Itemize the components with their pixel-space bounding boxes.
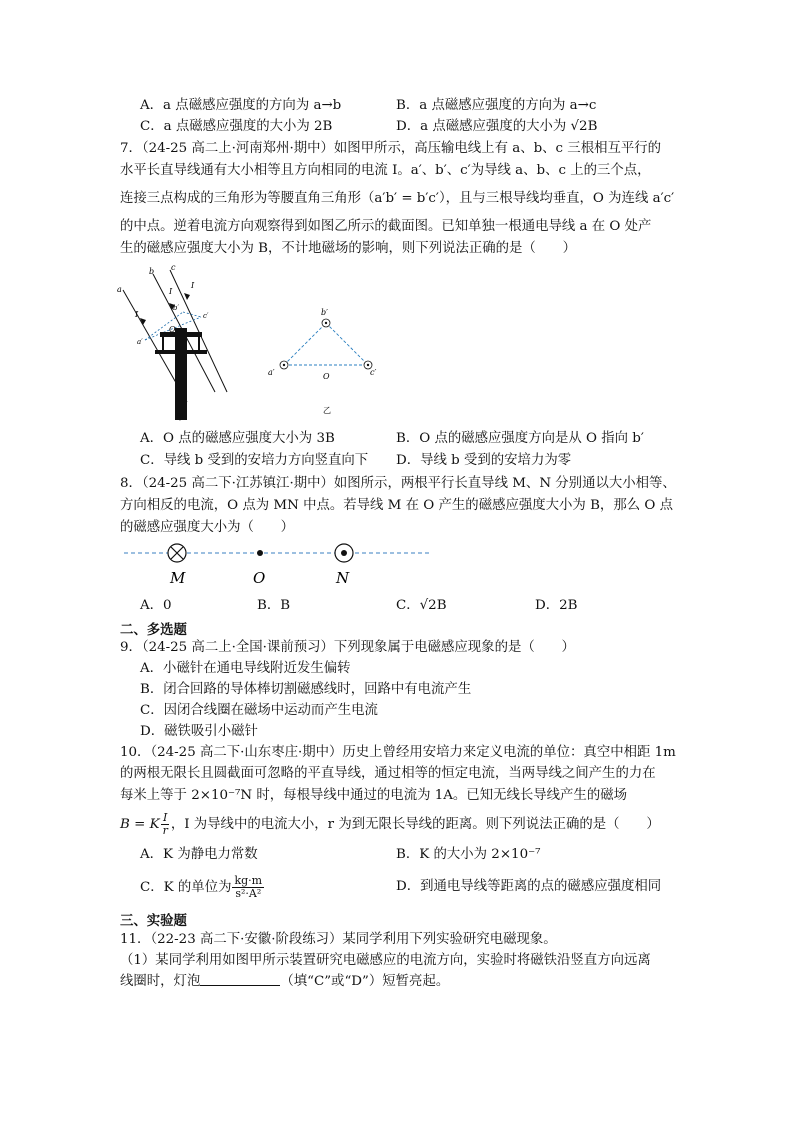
q7-figure-yi bbox=[262, 305, 392, 415]
yi-label-cp: c′ bbox=[370, 368, 377, 377]
q8-option-a: A．0 bbox=[140, 598, 172, 613]
q9-option-c: C．因闭合线圈在磁场中运动而产生电流 bbox=[140, 703, 378, 718]
q8-option-c: C．√2B bbox=[396, 598, 447, 613]
q7-option-d: D．导线 b 受到的安培力为零 bbox=[396, 453, 572, 468]
q6-option-a: A．a 点磁感应强度的方向为 a→b bbox=[140, 98, 342, 113]
q6-option-c: C．a 点磁感应强度的大小为 2B bbox=[140, 119, 333, 134]
jia-label-ap: a′ bbox=[137, 338, 143, 346]
jia-label-o: O bbox=[169, 325, 176, 334]
q7-stem-line3: 连接三点构成的三角形为等腰直角三角形（a′b′ = b′c′），且与三根导线均垂直，O 为连线 a′c′ bbox=[120, 191, 675, 206]
q10-stem-line3: 每米上等于 2×10⁻⁷N 时，每根导线中通过的电流为 1A。已知无线长导线产生的磁场 bbox=[120, 788, 627, 803]
q10-formula-fraction bbox=[161, 812, 170, 837]
q10-option-d: D．到通电导线等距离的点的磁感应强度相同 bbox=[396, 879, 662, 894]
q11-stem: 11．（22-23 高二下·安徽·阶段练习）某同学利用下列实验研究电磁现象。 bbox=[120, 932, 557, 947]
q10-option-c-unit bbox=[232, 875, 264, 900]
jia-label-a: a bbox=[117, 285, 122, 294]
q9-option-a: A．小磁针在通电导线附近发生偏转 bbox=[140, 661, 351, 676]
q9-option-b: B．闭合回路的导体棒切割磁感线时，回路中有电流产生 bbox=[140, 682, 472, 697]
q7-stem-line5: 生的磁感应强度大小为 B，不计地磁场的影响，则下列说法正确的是（ ） bbox=[120, 241, 576, 256]
q8-option-b: B．B bbox=[257, 598, 291, 613]
jia-label-i1: I bbox=[135, 310, 139, 319]
q10-stem-line4-text: ，I 为导线中的电流大小，r 为到无限长导线的距离。则下列说法正确的是（ ） bbox=[170, 817, 660, 832]
q7-figure-jia bbox=[115, 262, 245, 422]
yi-caption: 乙 bbox=[323, 406, 331, 415]
q10-option-b: B．K 的大小为 2×10⁻⁷ bbox=[396, 847, 541, 862]
q10-stem-line4 bbox=[120, 812, 660, 837]
q10-formula-den: r bbox=[162, 824, 168, 837]
q7-stem-line2: 水平长直导线通有大小相等且方向相同的电流 I。a′、b′、c′为导线 a、b、c 上的三个点， bbox=[120, 163, 651, 178]
q8-stem-line3: 的磁感应强度大小为（ ） bbox=[120, 520, 295, 535]
q11-sub1-line1: （1）某同学利用如图甲所示装置研究电磁感应的电流方向，实验时将磁铁沿竖直方向远离 bbox=[120, 953, 651, 968]
q10-option-c-num: kg·m bbox=[234, 874, 263, 887]
q10-option-c-den: s²·A² bbox=[235, 887, 262, 900]
q9-stem: 9．（24-25 高二上·全国·课前预习）下列现象属于电磁感应现象的是（ ） bbox=[120, 640, 575, 655]
q10-stem-line1: 10．（24-25 高二下·山东枣庄·期中）历史上曾经用安培力来定义电流的单位：真空中相距 1m bbox=[120, 745, 676, 760]
q6-option-b: B．a 点磁感应强度的方向为 a→c bbox=[396, 98, 597, 113]
q7-option-c: C．导线 b 受到的安培力方向竖直向下 bbox=[140, 453, 369, 468]
q10-stem-line2: 的两根无限长且圆截面可忽略的平直导线，通过相等的恒定电流，当两导线之间产生的力在 bbox=[120, 766, 656, 781]
q10-option-c-prefix: C．K 的单位为 bbox=[140, 880, 232, 895]
q8-label-n: N bbox=[336, 569, 350, 587]
section-multi-choice: 二、多选题 bbox=[120, 622, 187, 638]
q8-stem-line2: 方向相反的电流，O 点为 MN 中点。若导线 M 在 O 产生的磁感应强度大小为 B，那么 O 点 bbox=[120, 498, 673, 513]
q7-option-b: B．O 点的磁感应强度方向是从 O 指向 b′ bbox=[396, 431, 644, 446]
q8-label-o: O bbox=[253, 569, 266, 587]
yi-label-bp: b′ bbox=[321, 308, 328, 317]
q11-sub1-line2-a: 线圈时，灯泡 bbox=[120, 974, 201, 989]
jia-label-b: b bbox=[149, 267, 155, 276]
jia-caption: 甲 bbox=[176, 413, 184, 422]
q10-formula-lhs: B = K bbox=[120, 817, 160, 832]
q10-option-a: A．K 为静电力常数 bbox=[140, 847, 258, 862]
q8-stem-line1: 8．（24-25 高二下·江苏镇江·期中）如图所示，两根平行长直导线 M、N 分别通以大小相等、 bbox=[120, 476, 676, 491]
q6-option-d: D．a 点磁感应强度的大小为 √2B bbox=[396, 119, 598, 134]
q10-formula-num: I bbox=[163, 811, 168, 824]
q8-figure bbox=[120, 540, 440, 592]
q11-sub1-line2-b: （填“C”或“D”）短暂亮起。 bbox=[280, 974, 450, 989]
jia-label-i3: I bbox=[191, 281, 195, 290]
jia-label-bp: b′ bbox=[173, 304, 180, 312]
jia-label-i2: I bbox=[169, 287, 173, 296]
q8-option-d: D．2B bbox=[535, 598, 578, 613]
section-experiment: 三、实验题 bbox=[120, 913, 187, 929]
jia-label-c: c bbox=[171, 263, 176, 272]
q10-option-c bbox=[140, 875, 265, 900]
q11-answer-blank[interactable] bbox=[200, 973, 280, 986]
q7-stem-line4: 的中点。逆着电流方向观察得到如图乙所示的截面图。已知单独一根通电导线 a 在 O 处产 bbox=[120, 219, 652, 234]
q8-label-m: M bbox=[170, 569, 186, 587]
q7-option-a: A．O 点的磁感应强度大小为 3B bbox=[140, 431, 335, 446]
q7-stem-line1: 7．（24-25 高二上·河南郑州·期中）如图甲所示，高压输电线上有 a、b、c 三根相互平行的 bbox=[120, 141, 662, 156]
yi-label-ap: a′ bbox=[268, 368, 275, 377]
jia-label-cp: c′ bbox=[203, 312, 209, 320]
q9-option-d: D．磁铁吸引小磁针 bbox=[140, 724, 258, 739]
q11-sub1-line2 bbox=[120, 973, 449, 991]
yi-label-o: O bbox=[323, 372, 330, 381]
